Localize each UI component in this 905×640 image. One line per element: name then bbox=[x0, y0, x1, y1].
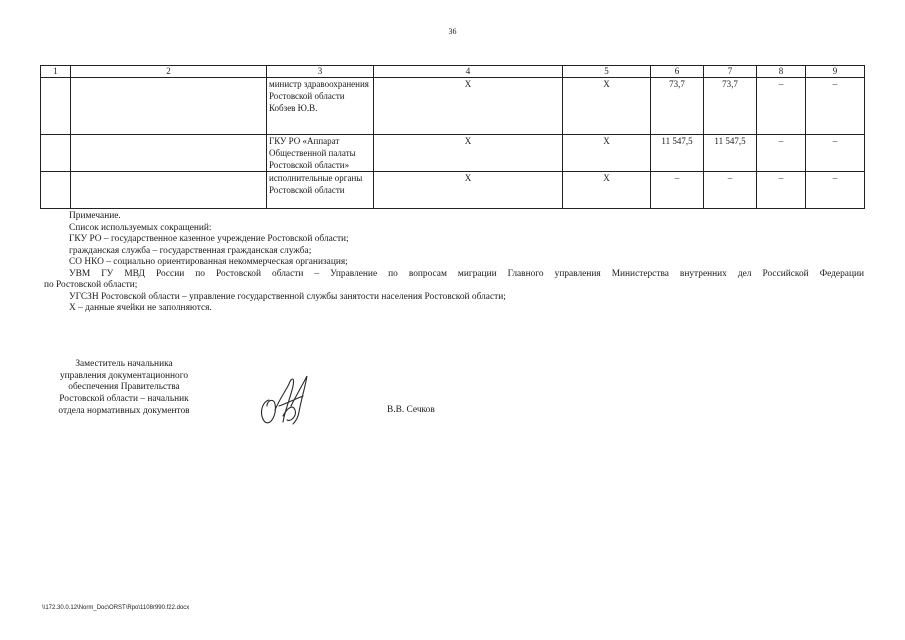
table-row bbox=[41, 172, 865, 209]
signer-position-line: обеспечения Правительства bbox=[68, 382, 180, 393]
column-header: 8 bbox=[757, 66, 806, 78]
table-cell: Х bbox=[563, 135, 651, 172]
table-row bbox=[41, 78, 865, 135]
table-cell: – bbox=[651, 172, 704, 209]
table-cell: Х bbox=[374, 172, 563, 209]
column-header: 3 bbox=[267, 66, 374, 78]
data-table bbox=[40, 65, 865, 209]
column-header: 7 bbox=[704, 66, 757, 78]
signer-name: В.В. Сечков bbox=[387, 405, 435, 415]
table-row bbox=[41, 135, 865, 172]
table-cell-name: ГКУ РО «Аппарат Общественной палаты Ростовской области» bbox=[267, 135, 374, 172]
table-cell: – bbox=[806, 172, 865, 209]
signer-position-line: Заместитель начальника bbox=[75, 359, 173, 369]
table-cell: 11 547,5 bbox=[651, 135, 704, 172]
table-cell bbox=[71, 135, 267, 172]
signer-position bbox=[44, 359, 204, 418]
notes-intro: Список используемых сокращений: bbox=[69, 222, 212, 233]
table-cell bbox=[71, 172, 267, 209]
handwritten-signature bbox=[255, 370, 315, 428]
note-item: гражданская служба – государственная гражданская служба; bbox=[69, 245, 312, 256]
table-cell: – bbox=[757, 172, 806, 209]
note-item: СО НКО – социально ориентированная некоммерческая организация; bbox=[69, 257, 348, 267]
table-cell: Х bbox=[563, 78, 651, 135]
column-header: 9 bbox=[806, 66, 865, 78]
table-header-row bbox=[41, 66, 865, 78]
table-cell: – bbox=[806, 135, 865, 172]
file-path: \\172.30.0.12\Norm_Doc\ORST\Rpo\1108r990.f22.docx bbox=[42, 605, 190, 611]
table-cell: – bbox=[806, 78, 865, 135]
signer-position-line: Ростовской области – начальник bbox=[59, 394, 189, 405]
note-item: ГКУ РО – государственное казенное учреждение Ростовской области; bbox=[69, 234, 349, 244]
column-header: 1 bbox=[41, 66, 71, 78]
table-cell: Х bbox=[563, 172, 651, 209]
note-item-continuation: по Ростовской области; bbox=[44, 280, 138, 290]
table-cell: Х bbox=[374, 135, 563, 172]
table-cell bbox=[41, 78, 71, 135]
notes-title: Примечание. bbox=[69, 211, 121, 221]
column-header: 6 bbox=[651, 66, 704, 78]
column-header: 2 bbox=[71, 66, 267, 78]
column-header: 5 bbox=[563, 66, 651, 78]
table-cell-name: исполнительные органы Ростовской области bbox=[267, 172, 374, 209]
signer-position-line: управления документационного bbox=[59, 370, 189, 381]
table-cell: 73,7 bbox=[704, 78, 757, 135]
signer-position-line: отдела нормативных документов bbox=[58, 405, 190, 416]
table-cell: 73,7 bbox=[651, 78, 704, 135]
table-cell bbox=[41, 172, 71, 209]
table-cell-name: министр здравоохранения Ростовской области Кобзев Ю.В. bbox=[267, 78, 374, 135]
table-cell: 11 547,5 bbox=[704, 135, 757, 172]
table-cell: – bbox=[704, 172, 757, 209]
table-cell: – bbox=[757, 135, 806, 172]
page-number: 36 bbox=[448, 27, 457, 36]
note-item: Х – данные ячейки не заполняются. bbox=[69, 303, 212, 313]
notes-section bbox=[44, 211, 864, 315]
column-header: 4 bbox=[374, 66, 563, 78]
table-cell bbox=[41, 135, 71, 172]
table-cell: Х bbox=[374, 78, 563, 135]
table-cell: – bbox=[757, 78, 806, 135]
table-cell bbox=[71, 78, 267, 135]
note-item: УВМ ГУ МВД России по Ростовской области – Управление по вопросам миграции Главного управления Министерства внутренних дел Российской Федерации bbox=[69, 268, 864, 279]
note-item: УГСЗН Ростовской области – управление государственной службы занятости населения Ростовской области; bbox=[69, 291, 506, 302]
